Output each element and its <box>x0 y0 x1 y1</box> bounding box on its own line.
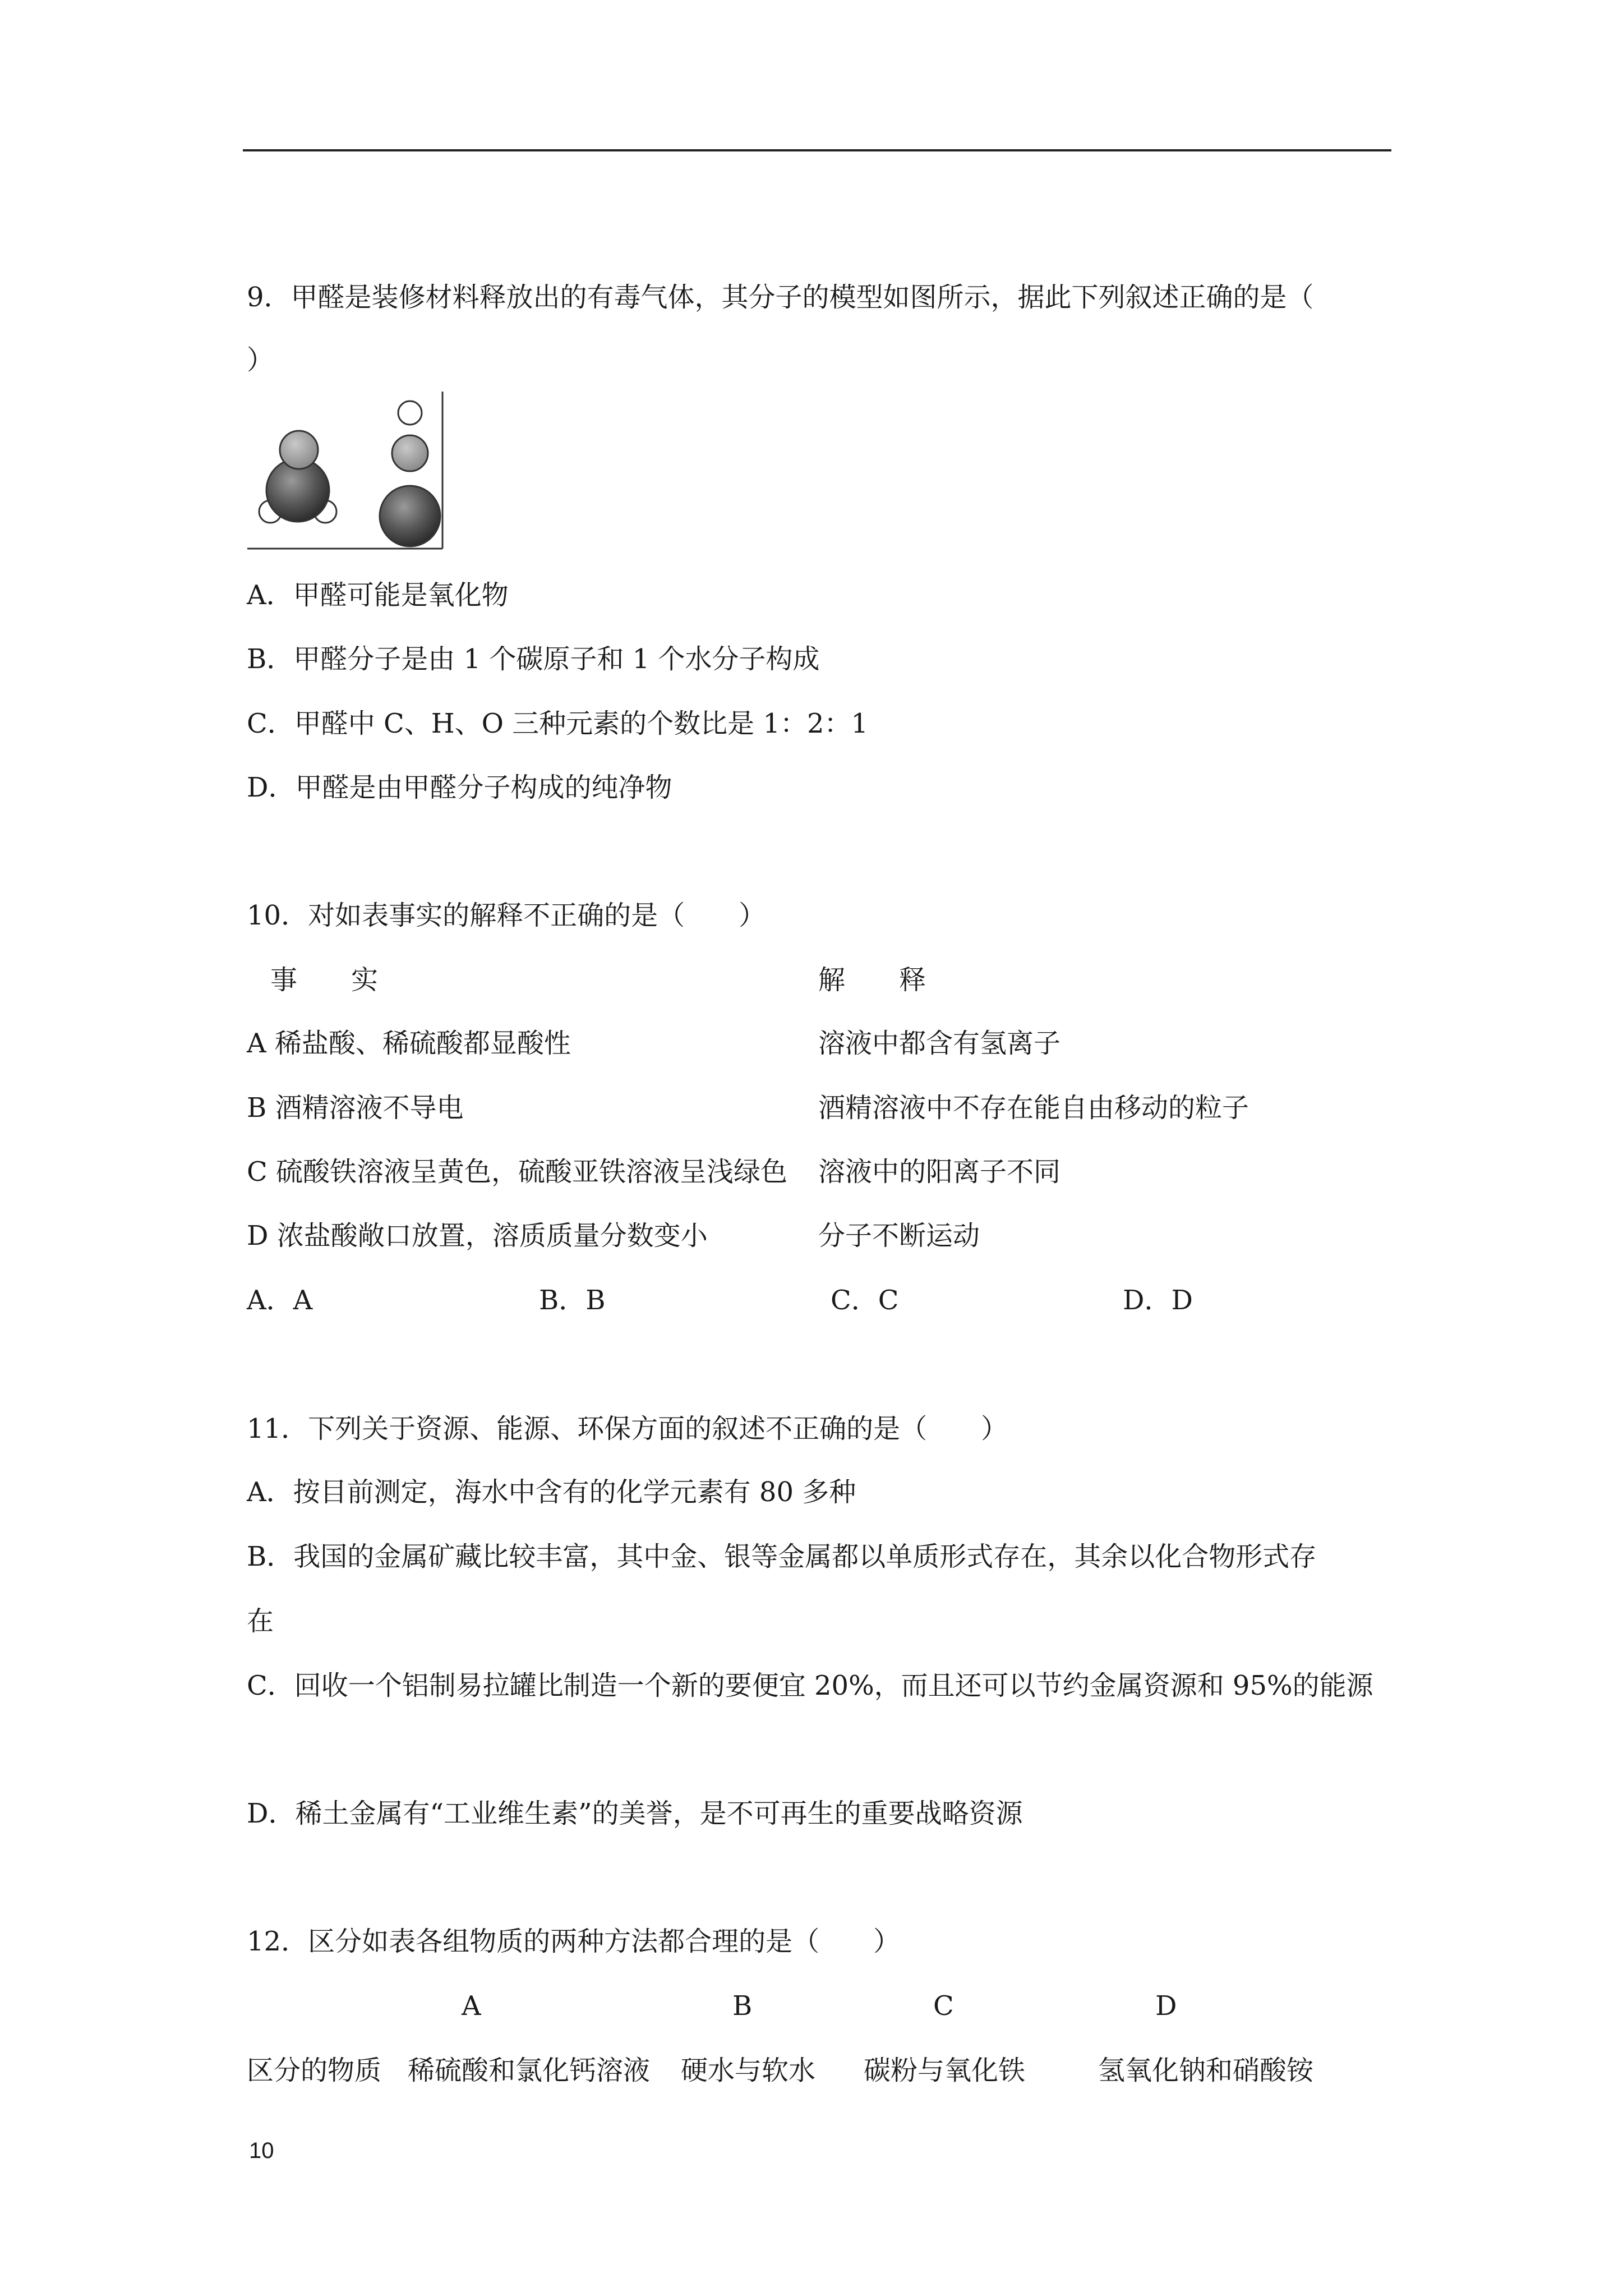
q10-option-a: A．A <box>247 1285 313 1316</box>
q10-header-fact: 事 实 <box>270 964 379 996</box>
legend-hydrogen <box>398 401 422 425</box>
q10-option-d: D．D <box>1123 1285 1193 1316</box>
q9-option-d: D．甲醛是由甲醛分子构成的纯净物 <box>247 772 672 803</box>
q9-stem: 9．甲醛是装修材料释放出的有毒气体，其分子的模型如图所示，据此下列叙述正确的是（ <box>247 282 1314 313</box>
q11-option-b-cont: 在 <box>247 1605 274 1637</box>
q10-row-c-fact: C 硫酸铁溶液呈黄色，硫酸亚铁溶液呈浅绿色 <box>247 1156 787 1188</box>
q12-cell-c: 碳粉与氧化铁 <box>864 2055 1026 2086</box>
q9-option-a: A．甲醛可能是氧化物 <box>247 579 509 611</box>
q10-row-a-explain: 溶液中都含有氢离子 <box>818 1028 1061 1059</box>
legend-oxygen <box>392 435 428 471</box>
q12-col-a: A <box>462 1990 481 2022</box>
q11-option-a: A．按目前测定，海水中含有的化学元素有 80 多种 <box>247 1476 856 1508</box>
header-rule <box>243 149 1391 151</box>
q12-col-c: C <box>933 1990 954 2022</box>
legend-carbon <box>380 486 440 546</box>
q10-row-c-explain: 溶液中的阳离子不同 <box>818 1156 1061 1188</box>
q11-option-b: B．我国的金属矿藏比较丰富，其中金、银等金属都以单质形式存在，其余以化合物形式存 <box>247 1541 1317 1572</box>
q10-row-b-explain: 酒精溶液中不存在能自由移动的粒子 <box>818 1092 1249 1124</box>
q11-stem: 11．下列关于资源、能源、环保方面的叙述不正确的是（ ） <box>247 1413 1008 1444</box>
q10-row-d-explain: 分子不断运动 <box>818 1220 980 1251</box>
q12-cell-d: 氢氧化钠和硝酸铵 <box>1098 2055 1314 2086</box>
q12-cell-a: 稀硫酸和氯化钙溶液 <box>408 2055 651 2086</box>
q10-option-b: B．B <box>539 1285 606 1316</box>
q12-cell-b: 硬水与软水 <box>681 2055 816 2086</box>
q10-row-a-fact: A 稀盐酸、稀硫酸都显酸性 <box>247 1028 571 1059</box>
q10-option-c: C．C <box>831 1285 899 1316</box>
q9-stem-cont: ） <box>247 344 274 376</box>
q12-col-d: D <box>1155 1990 1177 2022</box>
formaldehyde-model-figure <box>245 389 447 551</box>
oxygen-atom <box>280 431 318 469</box>
q11-option-d: D．稀土金属有“工业维生素”的美誉，是不可再生的重要战略资源 <box>247 1798 1023 1829</box>
q10-row-b-fact: B 酒精溶液不导电 <box>247 1092 464 1124</box>
q10-stem: 10．对如表事实的解释不正确的是（ ） <box>247 900 766 931</box>
page-number: 10 <box>249 2138 274 2163</box>
q12-row-label: 区分的物质 <box>247 2055 382 2086</box>
q10-header-explain: 解 释 <box>818 964 926 996</box>
q12-col-b: B <box>732 1990 753 2022</box>
q9-option-c: C．甲醛中 C、H、O 三种元素的个数比是 1：2：1 <box>247 708 869 739</box>
q9-option-b: B．甲醛分子是由 1 个碳原子和 1 个水分子构成 <box>247 643 820 675</box>
q10-row-d-fact: D 浓盐酸敞口放置，溶质质量分数变小 <box>247 1220 708 1251</box>
q12-stem: 12．区分如表各组物质的两种方法都合理的是（ ） <box>247 1926 901 1957</box>
q11-option-c: C．回收一个铝制易拉罐比制造一个新的要便宜 20%，而且还可以节约金属资源和 95%的能源 <box>247 1670 1373 1701</box>
